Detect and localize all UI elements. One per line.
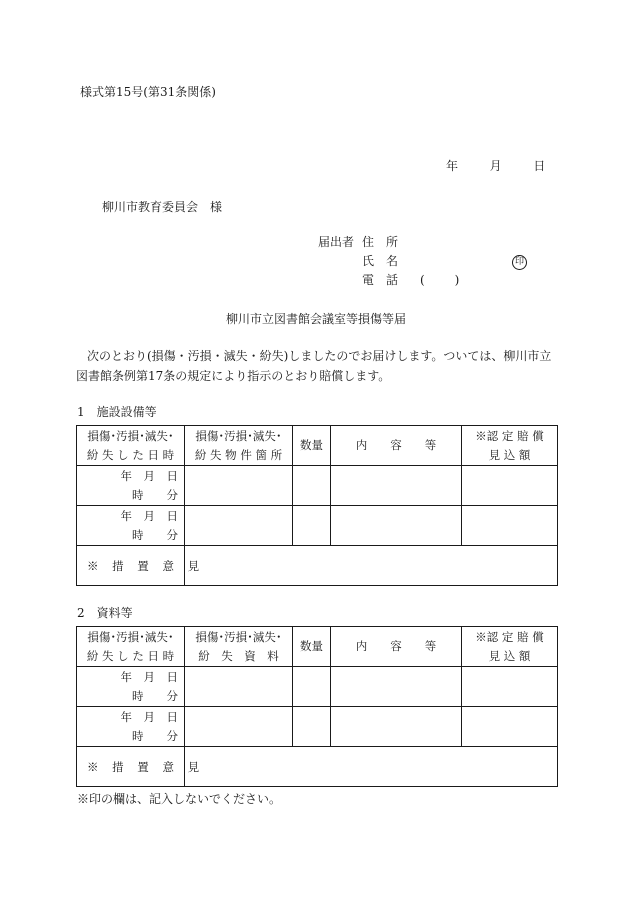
addressee: 柳川市教育委員会 様 <box>102 200 223 214</box>
table-row <box>77 506 558 546</box>
content-cell[interactable] <box>331 506 462 546</box>
datetime-cell[interactable]: 年 月 日 時 分 <box>77 506 185 546</box>
body-line-2: 図書館条例第17条の規定により指示のとおり賠償します。 <box>76 369 391 383</box>
estimate-cell[interactable] <box>462 667 558 707</box>
item-cell[interactable] <box>185 667 293 707</box>
estimate-cell[interactable] <box>462 466 558 506</box>
content-cell[interactable] <box>331 466 462 506</box>
item-cell[interactable] <box>185 466 293 506</box>
remark-label: ※ 措 置 意 見 <box>77 546 185 586</box>
section-2-heading: 2 資料等 <box>77 606 133 620</box>
date-year-label: 年 <box>446 159 459 173</box>
section-2-table <box>76 626 558 787</box>
header-estimate: ※認 定 賠 償 見 込 額 <box>462 627 558 667</box>
address-label: 住 所 <box>362 235 399 249</box>
qty-cell[interactable] <box>293 506 331 546</box>
seal-mark <box>512 254 527 270</box>
applicant-label: 届出者 <box>318 235 355 249</box>
remark-label: ※ 措 置 意 見 <box>77 747 185 787</box>
table-row <box>77 466 558 506</box>
date-month-label: 月 <box>489 159 502 173</box>
remark-row <box>77 546 558 586</box>
remark-row <box>77 747 558 787</box>
remark-cell[interactable] <box>185 546 558 586</box>
seal-icon: 印 <box>512 255 527 270</box>
date-day-label: 日 <box>533 159 546 173</box>
body-line-1: 次のとおり(損傷・汚損・滅失・紛失)しましたのでお届けします。ついては、柳川市立 <box>87 349 552 363</box>
table-row <box>77 667 558 707</box>
header-qty: 数量 <box>293 627 331 667</box>
qty-cell[interactable] <box>293 667 331 707</box>
form-number: 様式第15号(第31条関係) <box>80 85 216 99</box>
item-cell[interactable] <box>185 707 293 747</box>
phone-label: 電 話 <box>362 273 399 287</box>
date-line <box>446 160 545 172</box>
content-cell[interactable] <box>331 667 462 707</box>
header-content: 内 容 等 <box>331 627 462 667</box>
table-header-row <box>77 426 558 466</box>
header-datetime: 損傷･汚損･滅失･ 紛 失 し た 日 時 <box>77 627 185 667</box>
section-1-heading: 1 施設設備等 <box>77 405 157 419</box>
document-title: 柳川市立図書館会議室等損傷等届 <box>226 312 407 326</box>
remark-cell[interactable] <box>185 747 558 787</box>
content-cell[interactable] <box>331 707 462 747</box>
qty-cell[interactable] <box>293 707 331 747</box>
name-label: 氏 名 <box>362 254 399 268</box>
section-1-table <box>76 425 558 586</box>
header-item: 損傷･汚損･滅失･ 紛 失 資 料 <box>185 627 293 667</box>
estimate-cell[interactable] <box>462 506 558 546</box>
phone-parens: ( ) <box>420 273 462 287</box>
qty-cell[interactable] <box>293 466 331 506</box>
header-item: 損傷･汚損･滅失･ 紛 失 物 件 箇 所 <box>185 426 293 466</box>
header-estimate: ※認 定 賠 償 見 込 額 <box>462 426 558 466</box>
header-content: 内 容 等 <box>331 426 462 466</box>
header-datetime: 損傷･汚損･滅失･ 紛 失 し た 日 時 <box>77 426 185 466</box>
datetime-cell[interactable]: 年 月 日 時 分 <box>77 466 185 506</box>
table-header-row <box>77 627 558 667</box>
item-cell[interactable] <box>185 506 293 546</box>
footnote: ※印の欄は、記入しないでください。 <box>77 792 282 806</box>
header-qty: 数量 <box>293 426 331 466</box>
table-row <box>77 707 558 747</box>
datetime-cell[interactable]: 年 月 日 時 分 <box>77 707 185 747</box>
datetime-cell[interactable]: 年 月 日 時 分 <box>77 667 185 707</box>
estimate-cell[interactable] <box>462 707 558 747</box>
